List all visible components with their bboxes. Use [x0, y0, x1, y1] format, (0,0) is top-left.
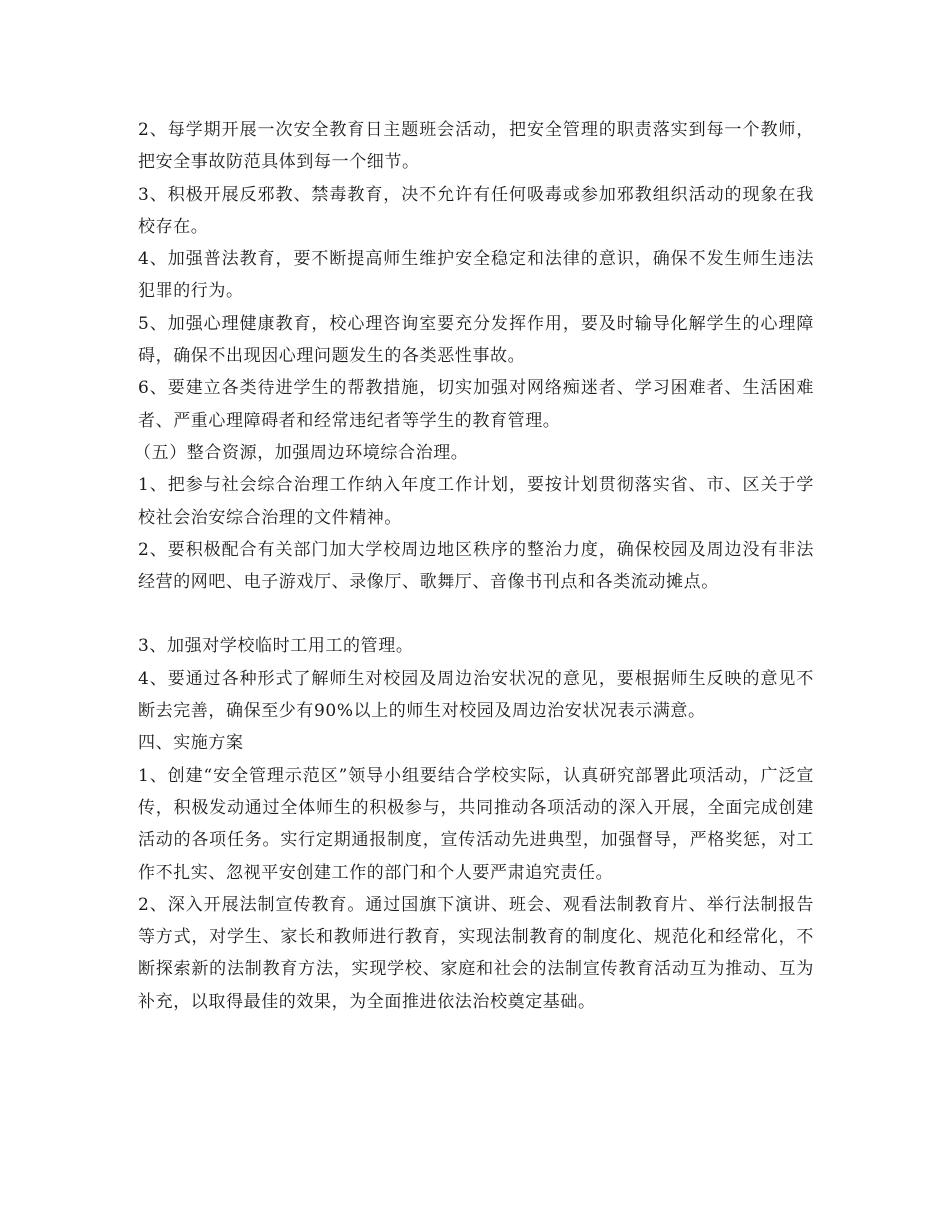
paragraph-safety-class-meeting: 2、每学期开展一次安全教育日主题班会活动，把安全管理的职责落实到每一个教师，把安全事故防范具体到每一个细节。: [138, 120, 814, 173]
paragraph-anti-cult-drug: 3、积极开展反邪教、禁毒教育，决不允许有任何吸毒或参加邪教组织活动的现象在我校存在。: [138, 184, 814, 237]
section-heading-resources: （五）整合资源，加强周边环境综合治理。: [134, 442, 469, 463]
paragraph-social-governance: 1、把参与社会综合治理工作纳入年度工作计划，要按计划贯彻落实省、市、区关于学校社会治安综合治理的文件精神。: [138, 475, 814, 528]
paragraph-legal-publicity: 2、深入开展法制宣传教育。通过国旗下演讲、班会、观看法制教育片、举行法制报告等方式，对学生、家长和教师进行教育，实现法制教育的制度化、规范化和经常化，不断探索新的法制教育方法，实现学校、家庭和社会的法制宣传教育活动互为推动、互为补充，以取得最佳的效果，为全面推进依法治校奠定基础。: [138, 894, 814, 1012]
paragraph-support-measures: 6、要建立各类待进学生的帮教措施，切实加强对网络痴迷者、学习困难者、生活困难者、严重心理障碍者和经常违纪者等学生的教育管理。: [138, 378, 814, 431]
section-heading-implementation: 四、实施方案: [138, 733, 244, 754]
blank-line: [138, 598, 814, 630]
document-body: [134, 114, 814, 1018]
paragraph-legal-education: 4、加强普法教育，要不断提高师生维护安全稳定和法律的意识，确保不发生师生违法犯罪的行为。: [138, 249, 814, 302]
paragraph-satisfaction: 4、要通过各种形式了解师生对校园及周边治安状况的意见，要根据师生反映的意见不断去完善，确保至少有90%以上的师生对校园及周边治安状况表示满意。: [138, 668, 814, 722]
paragraph-temp-workers: 3、加强对学校临时工用工的管理。: [138, 636, 414, 657]
paragraph-surrounding-order: 2、要积极配合有关部门加大学校周边地区秩序的整治力度，确保校园及周边没有非法经营的网吧、电子游戏厅、录像厅、歌舞厅、音像书刊点和各类流动摊点。: [138, 539, 814, 593]
paragraph-mental-health: 5、加强心理健康教育，校心理咨询室要充分发挥作用，要及时输导化解学生的心理障碍，确保不出现因心理问题发生的各类恶性事故。: [138, 313, 814, 367]
paragraph-demo-zone: 1、创建“安全管理示范区”领导小组要结合学校实际，认真研究部署此项活动，广泛宣传，积极发动通过全体师生的积极参与，共同推动各项活动的深入开展，全面完成创建活动的各项任务。实行定期通报制度，宣传活动先进典型，加强督导，严格奖惩，对工作不扎实、忽视平安创建工作的部门和个人要严肃追究责任。: [138, 765, 814, 883]
